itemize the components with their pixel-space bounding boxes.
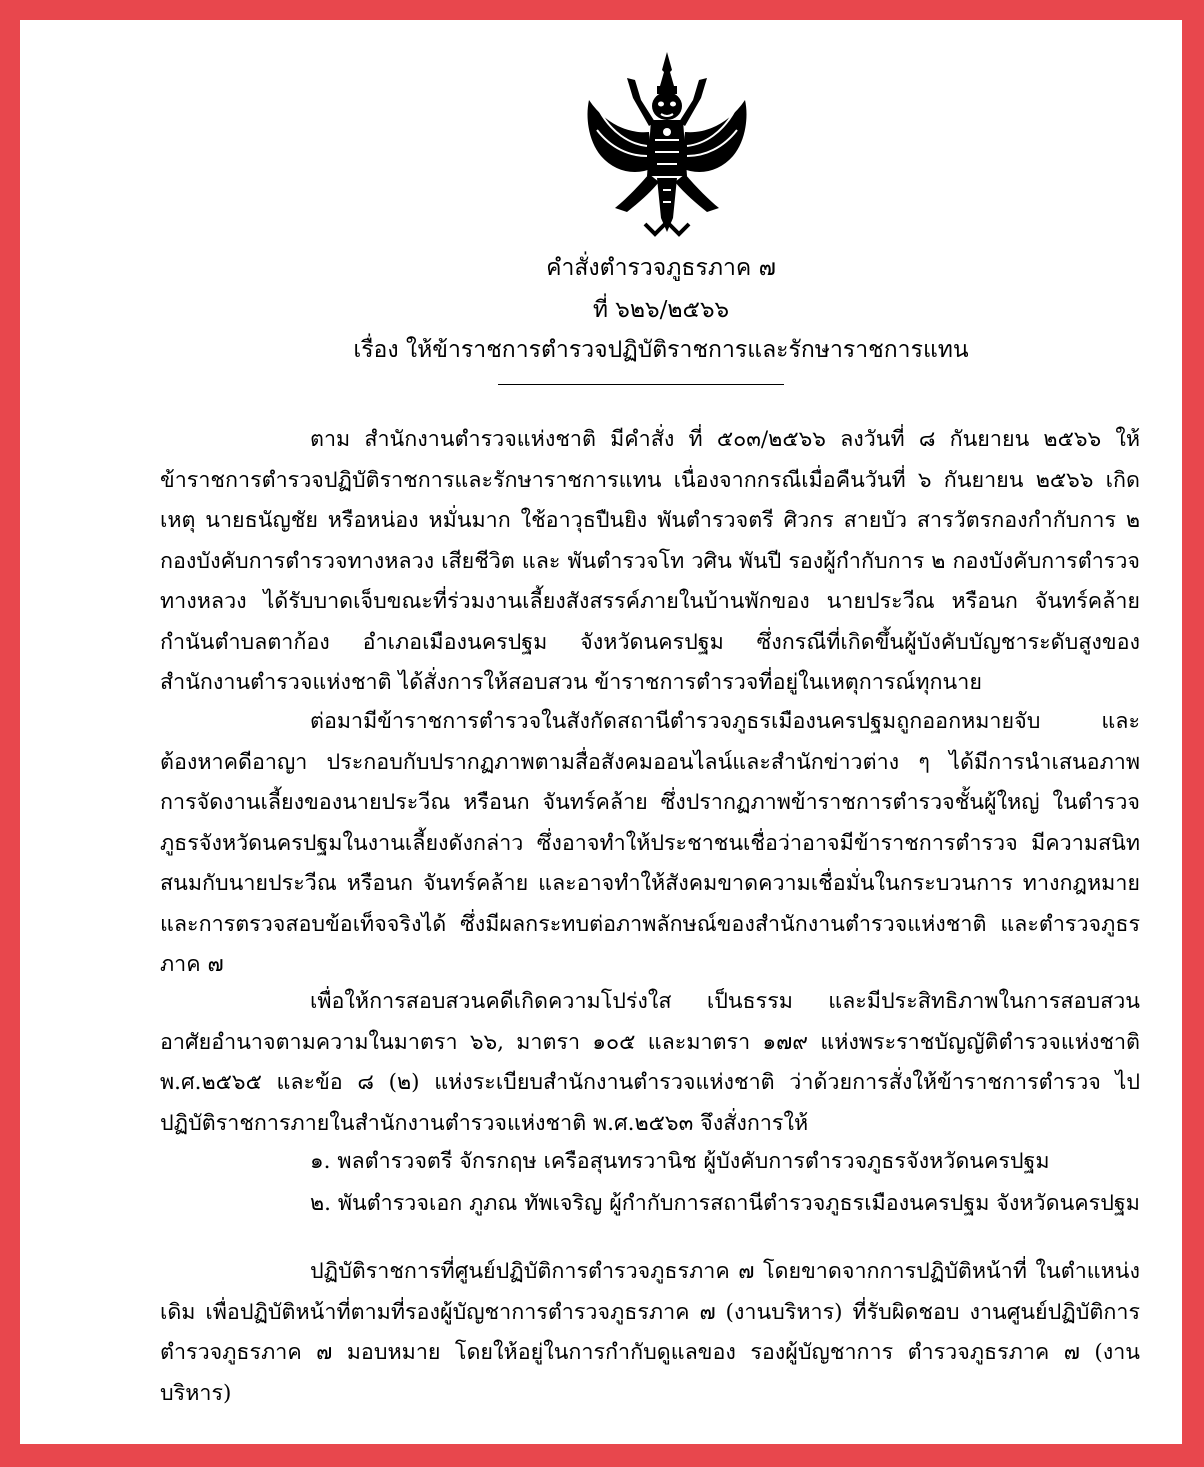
paragraph-reason: ต่อมามีข้าราชการตำรวจในสังกัดสถานีตำรวจภูธรเมืองนครปฐมถูกออกหมายจับ และต้องหาคดีอาญา ประกอบกับปรากฏภาพตามสื่อสังคมออนไลน์และสำนักข่าวต่าง ๆ ได้มีการนำเสนอภาพ การจัดงานเลี้ยงของนายประวีณ หรือนก จันทร์คล้าย ซึ่งปรากฏภาพข้าราชการตำรวจชั้นผู้ใหญ่ ในตำรวจภูธรจังหวัดนครปฐมในงานเลี้ยงดังกล่าว ซึ่งอาจทำให้ประชาชนเชื่อว่าอาจมีข้าราชการตำรวจ มีความสนิทสนมกับนายประวีณ หรือนก จันทร์คล้าย และอาจทำให้สังคมขาดความเชื่อมั่นในกระบวนการ ทางกฎหมายและการตรวจสอบข้อเท็จจริงได้ ซึ่งมีผลกระทบต่อภาพลักษณ์ของสำนักงานตำรวจแห่งชาติ และตำรวจภูธรภาค ๗: [160, 709, 1140, 977]
list-item-officer-1: ๑. พลตำรวจตรี จักรกฤษ เครือสุนทรวานิช ผู้บังคับการตำรวจภูธรจังหวัดนครปฐม: [310, 1149, 1050, 1174]
order-number: ที่ ๖๒๖/๒๕๖๖: [592, 297, 730, 323]
paragraph-authority: เพื่อให้การสอบสวนคดีเกิดความโปร่งใส เป็นธรรม และมีประสิทธิภาพในการสอบสวน อาศัยอำนาจตามความในมาตรา ๖๖, มาตรา ๑๐๕ และมาตรา ๑๗๙ แห่งพระราชบัญญัติตำรวจแห่งชาติ พ.ศ.๒๕๖๕ และข้อ ๘ (๒) แห่งระเบียบสำนักงานตำรวจแห่งชาติ ว่าด้วยการสั่งให้ข้าราชการตำรวจ ไปปฏิบัติราชการภายในสำนักงานตำรวจแห่งชาติ พ.ศ.๒๕๖๓ จึงสั่งการให้: [160, 989, 1140, 1136]
order-title: คำสั่งตำรวจภูธรภาค ๗: [546, 255, 776, 281]
garuda-emblem-icon: [575, 48, 759, 240]
paragraph-background: ตาม สำนักงานตำรวจแห่งชาติ มีคำสั่ง ที่ ๕๐๓/๒๕๖๖ ลงวันที่ ๘ กันยายน ๒๕๖๖ ให้ข้าราชการตำรวจปฏิบัติราชการและรักษาราชการแทน เนื่องจากกรณีเมื่อคืนวันที่ ๖ กันยายน ๒๕๖๖ เกิดเหตุ นายธนัญชัย หรือหน่อง หมั่นมาก ใช้อาวุธปืนยิง พันตำรวจตรี ศิวกร สายบัว สารวัตรกองกำกับการ ๒ กองบังคับการตำรวจทางหลวง เสียชีวิต และ พันตำรวจโท วศิน พันปี รองผู้กำกับการ ๒ กองบังคับการตำรวจทางหลวง ได้รับบาดเจ็บขณะที่ร่วมงานเลี้ยงสังสรรค์ภายในบ้านพักของ นายประวีณ หรือนก จันทร์คล้าย กำนันตำบลตาก้อง อำเภอเมืองนครปฐม จังหวัดนครปฐม ซึ่งกรณีที่เกิดขึ้นผู้บังคับบัญชาระดับสูงของสำนักงานตำรวจแห่งชาติ ได้สั่งการให้สอบสวน ข้าราชการตำรวจที่อยู่ในเหตุการณ์ทุกนาย: [160, 427, 1140, 695]
title-divider: [498, 384, 784, 385]
paragraph-assignment: ปฏิบัติราชการที่ศูนย์ปฏิบัติการตำรวจภูธรภาค ๗ โดยขาดจากการปฏิบัติหน้าที่ ในตำแหน่งเดิม เพื่อปฏิบัติหน้าที่ตามที่รองผู้บัญชาการตำรวจภูธรภาค ๗ (งานบริหาร) ที่รับผิดชอบ งานศูนย์ปฏิบัติการตำรวจภูธรภาค ๗ มอบหมาย โดยให้อยู่ในการกำกับดูแลของ รองผู้บัญชาการ ตำรวจภูธรภาค ๗ (งานบริหาร): [160, 1259, 1140, 1406]
list-item-officer-2: ๒. พันตำรวจเอก ภูภณ ทัพเจริญ ผู้กำกับการสถานีตำรวจภูธรเมืองนครปฐม จังหวัดนครปฐม: [310, 1191, 1140, 1216]
order-subject: เรื่อง ให้ข้าราชการตำรวจปฏิบัติราชการและรักษาราชการแทน: [353, 337, 969, 363]
document-page: [20, 20, 1182, 1444]
